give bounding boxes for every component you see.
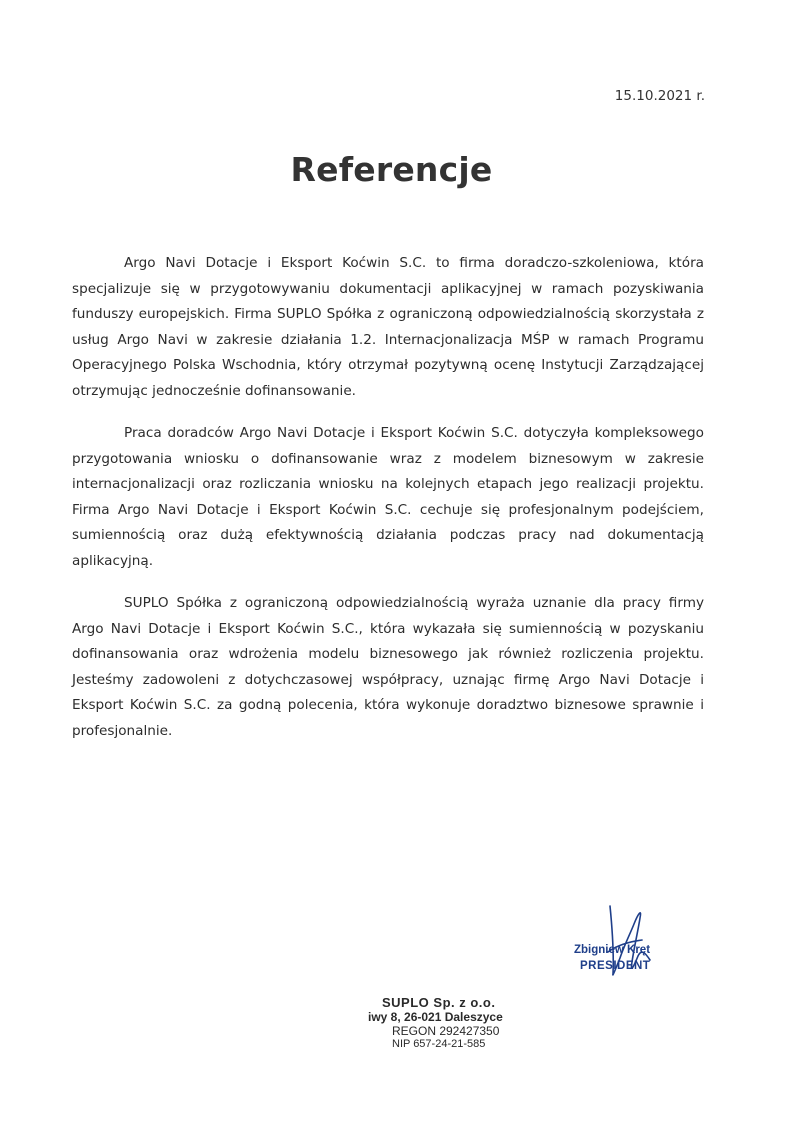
document-date: 15.10.2021 r. bbox=[614, 88, 705, 104]
stamp-nip: NIP 657-24-21-585 bbox=[392, 1038, 486, 1050]
stamp-company-name: SUPLO Sp. z o.o. bbox=[382, 995, 496, 1010]
company-stamp bbox=[368, 995, 568, 1050]
document-title: Referencje bbox=[290, 150, 493, 189]
paragraph-2: Praca doradców Argo Navi Dotacje i Eksport Koćwin S.C. dotyczyła kompleksowego przygotowania wniosku o dofinansowanie wraz z modelem biznesowym w zakresie internacjonalizacji oraz rozliczania wniosku na kolejnych etapach jego realizacji projektu. Firma Argo Navi Dotacje i Eksport Koćwin S.C. cechuje się profesjonalnym podejściem, sumiennością oraz dużą efektywnością działania podczas pracy nad dokumentacją aplikacyjną. bbox=[72, 425, 704, 569]
stamp-address: iwy 8, 26-021 Daleszyce bbox=[368, 1010, 503, 1024]
paragraph-3: SUPLO Spółka z ograniczoną odpowiedzialnością wyraża uznanie dla pracy firmy Argo Navi Dotacje i Eksport Koćwin S.C., która wykazała się sumiennością w pozyskaniu dofinansowania oraz wdrożenia modelu biznesowego jak również rozliczenia projektu. Jesteśmy zadowoleni z dotychczasowej współpracy, uznając firmę Argo Navi Dotacje i Eksport Koćwin S.C. za godną polecenia, która wykonuje doradztwo biznesowe sprawnie i profesjonalnie. bbox=[72, 595, 704, 739]
signatory-name: Zbigniew Kręt bbox=[574, 944, 651, 956]
signatory-title: PRESIDENT bbox=[580, 960, 651, 972]
stamp-regon: REGON 292427350 bbox=[392, 1024, 500, 1038]
signature-block bbox=[568, 896, 678, 996]
document-body bbox=[72, 251, 704, 761]
paragraph-1: Argo Navi Dotacje i Eksport Koćwin S.C. to firma doradczo-szkoleniowa, która specjalizuje się w przygotowywaniu dokumentacji aplikacyjnej w ramach pozyskiwania funduszy europejskich. Firma SUPLO Spółka z ograniczoną odpowiedzialnością skorzystała z usług Argo Navi w zakresie działania 1.2. Internacjonalizacja MŚP w ramach Programu Operacyjnego Polska Wschodnia, który otrzymał pozytywną ocenę Instytucji Zarządzającej otrzymując jednocześnie dofinansowanie. bbox=[72, 255, 704, 399]
